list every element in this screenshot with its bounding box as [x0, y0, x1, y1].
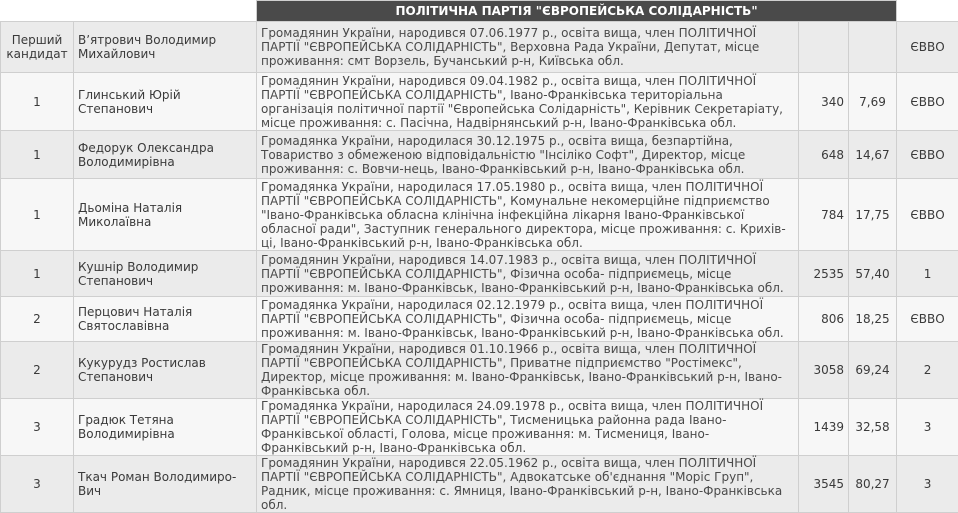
status-cell: 3	[897, 456, 958, 513]
first-candidate-cell: 2	[1, 297, 74, 342]
table-row	[1, 251, 958, 297]
candidate-name-cell: Кушнір Володимир Степанович	[74, 251, 257, 297]
candidate-name-cell: Ткач Роман Володимиро-Вич	[74, 456, 257, 513]
status-cell: 3	[897, 399, 958, 456]
candidate-name-cell: Кукурудз Ростислав Степанович	[74, 342, 257, 399]
candidate-description-cell: Громадянин України, народився 14.07.1983 р., освіта вища, член ПОЛІТИЧНОЇ ПАРТІЇ "ЄВРОПЕЙСЬКА СОЛІДАРНІСТЬ", Фізична особа- підприємець, місце проживання: м. Івано-Франківськ, Івано-Франківський р-н, Івано-Франківська обл.	[257, 251, 799, 297]
votes-cell: 806	[799, 297, 849, 342]
status-cell: ЄВВО	[897, 22, 958, 73]
candidate-description-cell: Громадянка України, народилася 02.12.1979 р., освіта вища, член ПОЛІТИЧНОЇ ПАРТІЇ "ЄВРОПЕЙСЬКА СОЛІДАРНІСТЬ", Фізична особа- підприємець, місце проживання: м. Івано-Франківськ, Івано-Франківський р-н, Івано-Франківська обл.	[257, 297, 799, 342]
table-row	[1, 342, 958, 399]
percent-cell: 14,67	[849, 131, 897, 179]
votes-cell	[799, 22, 849, 73]
table-row	[1, 179, 958, 251]
votes-cell: 1439	[799, 399, 849, 456]
percent-cell: 69,24	[849, 342, 897, 399]
status-cell: 1	[897, 251, 958, 297]
status-cell: ЄВВО	[897, 131, 958, 179]
percent-cell: 18,25	[849, 297, 897, 342]
percent-cell: 57,40	[849, 251, 897, 297]
candidate-name-cell: Федорук Олександра Володимирівна	[74, 131, 257, 179]
candidate-description-cell: Громадянка України, народилася 30.12.1975 р., освіта вища, безпартійна, Товариство з обмеженою відповідальністю "Інсіліко Софт", Директор, місце проживання: с. Вовчи-нець, Івано-Франківський р-н, Івано-Франківська обл.	[257, 131, 799, 179]
first-candidate-cell: 1	[1, 179, 74, 251]
first-candidate-cell: 3	[1, 399, 74, 456]
party-title: ПОЛІТИЧНА ПАРТІЯ "ЄВРОПЕЙСЬКА СОЛІДАРНІСТЬ"	[257, 1, 897, 22]
table-row	[1, 297, 958, 342]
percent-cell: 32,58	[849, 399, 897, 456]
votes-cell: 784	[799, 179, 849, 251]
first-candidate-cell: 2	[1, 342, 74, 399]
votes-cell: 3058	[799, 342, 849, 399]
first-candidate-cell: 1	[1, 131, 74, 179]
status-cell: ЄВВО	[897, 179, 958, 251]
candidate-name-cell: Градюк Тетяна Володимирівна	[74, 399, 257, 456]
status-cell: ЄВВО	[897, 297, 958, 342]
status-cell: 2	[897, 342, 958, 399]
table-row	[1, 22, 958, 73]
candidate-description-cell: Громадянка України, народилася 24.09.1978 р., освіта вища, член ПОЛІТИЧНОЇ ПАРТІЇ "ЄВРОПЕЙСЬКА СОЛІДАРНІСТЬ", Тисменицька районна рада Івано-Франківської області, Голова, місце проживання: м. Тисмениця, Івано-Франківський р-н, Івано-Франківська обл.	[257, 399, 799, 456]
first-candidate-cell: Перший кандидат	[1, 22, 74, 73]
table-row	[1, 456, 958, 513]
results-body	[1, 22, 958, 513]
candidate-description-cell: Громадянин України, народився 22.05.1962 р., освіта вища, член ПОЛІТИЧНОЇ ПАРТІЇ "ЄВРОПЕЙСЬКА СОЛІДАРНІСТЬ", Адвокатське об'єднання "Моріс Груп", Радник, місце проживання: с. Ямниця, Івано-Франківський р-н, Івано-Франківська обл.	[257, 456, 799, 513]
first-candidate-cell: 1	[1, 251, 74, 297]
votes-cell: 340	[799, 73, 849, 131]
candidate-name-cell: Глинський Юрій Степанович	[74, 73, 257, 131]
first-candidate-cell: 3	[1, 456, 74, 513]
table-row	[1, 131, 958, 179]
votes-cell: 3545	[799, 456, 849, 513]
candidate-name-cell: Перцович Наталія Святославівна	[74, 297, 257, 342]
table-row	[1, 73, 958, 131]
percent-cell	[849, 22, 897, 73]
status-cell: ЄВВО	[897, 73, 958, 131]
percent-cell: 17,75	[849, 179, 897, 251]
percent-cell: 7,69	[849, 73, 897, 131]
candidate-name-cell: Дьоміна Наталія Миколаївна	[74, 179, 257, 251]
candidate-description-cell: Громадянин України, народився 07.06.1977 р., освіта вища, член ПОЛІТИЧНОЇ ПАРТІЇ "ЄВРОПЕЙСЬКА СОЛІДАРНІСТЬ", Верховна Рада України, Депутат, місце проживання: смт Ворзель, Бучанський р-н, Київська обл.	[257, 22, 799, 73]
candidate-name-cell: Вʼятрович Володимир Михайлович	[74, 22, 257, 73]
candidate-description-cell: Громадянин України, народився 01.10.1966 р., освіта вища, член ПОЛІТИЧНОЇ ПАРТІЇ "ЄВРОПЕЙСЬКА СОЛІДАРНІСТЬ", Приватне підприємство "Ростімекс", Директор, місце проживання: м. Івано-Франківськ, Івано-Франківський р-н, Івано-Франківська обл.	[257, 342, 799, 399]
candidate-description-cell: Громадянка України, народилася 17.05.1980 р., освіта вища, член ПОЛІТИЧНОЇ ПАРТІЇ "ЄВРОПЕЙСЬКА СОЛІДАРНІСТЬ", Комунальне некомерційне підприємство "Івано-Франківська обласна клінічна інфекційна лікарня Івано-Франківської обласної ради", Заступник генерального директора, місце проживання: с. Крихів-ці, Івано-Франківський р-н, Івано-Франківська обл.	[257, 179, 799, 251]
votes-cell: 2535	[799, 251, 849, 297]
first-candidate-cell: 1	[1, 73, 74, 131]
percent-cell: 80,27	[849, 456, 897, 513]
table-row	[1, 399, 958, 456]
votes-cell: 648	[799, 131, 849, 179]
candidate-description-cell: Громадянин України, народився 09.04.1982 р., освіта вища, член ПОЛІТИЧНОЇ ПАРТІЇ "ЄВРОПЕЙСЬКА СОЛІДАРНІСТЬ", Івано-Франківська територіальна організація політичної партії "Європейська Солідарність", Керівник Секретаріату, місце проживання: с. Пасічна, Надвірнянський р-н, Івано-Франківська обл.	[257, 73, 799, 131]
